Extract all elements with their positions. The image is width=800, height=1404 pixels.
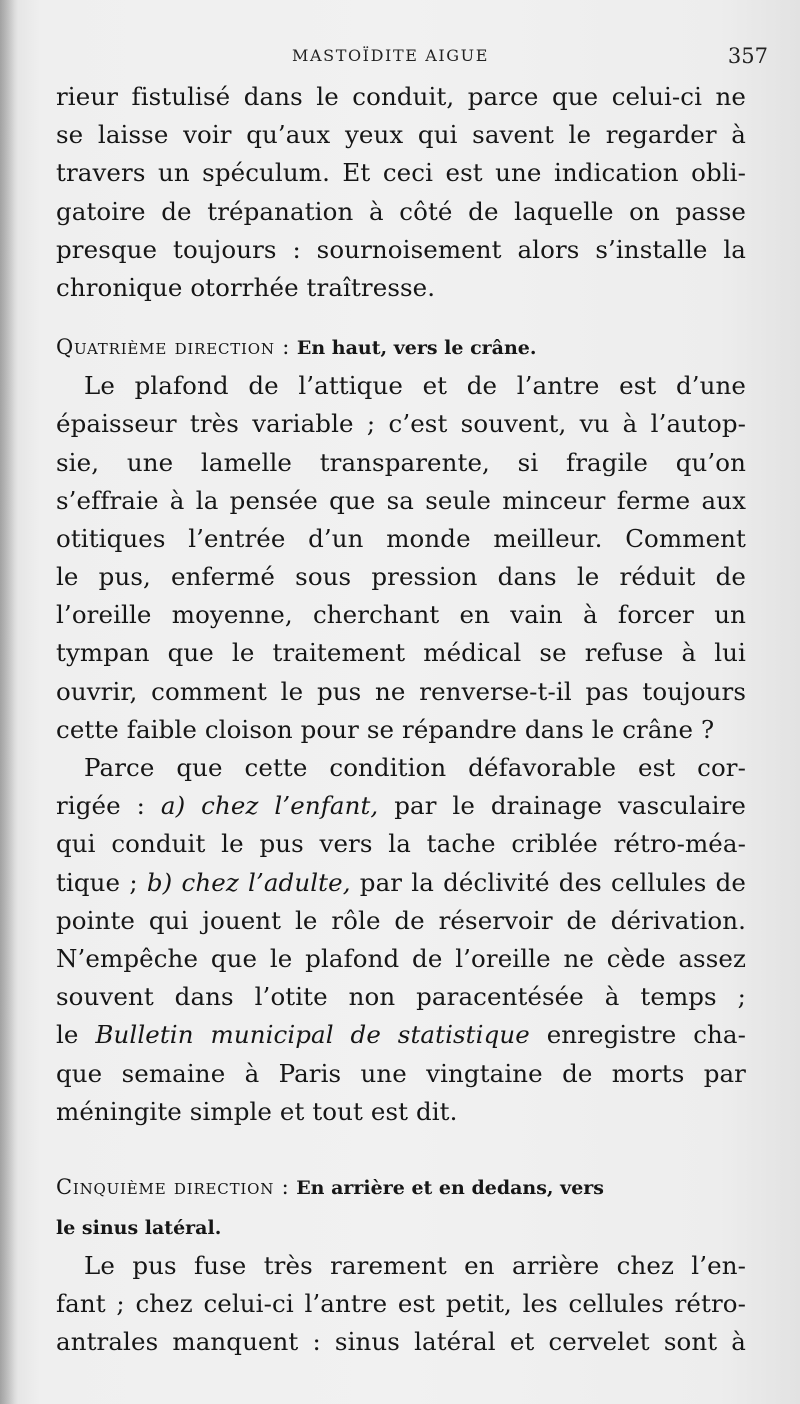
section-label: Cinquième direction : xyxy=(56,1174,290,1199)
text-line: s’effraie à la pensée que sa seule minceur ferme aux xyxy=(56,485,746,515)
text-line: l’oreille moyenne, cherchant en vain à forcer un xyxy=(56,600,746,630)
paragraph-sinus xyxy=(56,1247,746,1362)
text-line: méningite simple et tout est dit. xyxy=(56,1096,458,1126)
text-span: tique ; xyxy=(56,867,147,897)
page-body xyxy=(56,78,746,1361)
text-span: enregistre cha- xyxy=(529,1020,746,1050)
text-line: Le plafond de l’attique et de l’antre est d’une xyxy=(84,371,746,401)
text-line xyxy=(56,1016,746,1054)
text-line: que semaine à Paris une vingtaine de morts par xyxy=(56,1058,746,1088)
italic-span: a) chez l’enfant, xyxy=(160,791,379,821)
text-line: cette faible cloison pour se répandre dans le crâne ? xyxy=(56,714,715,744)
section-heading-fourth-direction xyxy=(56,327,746,367)
italic-span: Bulletin municipal de statistique xyxy=(95,1020,530,1050)
text-line: rieur fistulisé dans le conduit, parce que celui-ci ne xyxy=(56,82,746,111)
page-binding-shadow xyxy=(0,0,18,1404)
page-header xyxy=(56,46,768,74)
section-heading-fifth-direction xyxy=(56,1167,746,1247)
text-line xyxy=(56,864,746,902)
text-line: tympan que le traitement médical se refuse à lui xyxy=(56,638,746,668)
text-line: pointe qui jouent le rôle de réservoir de dérivation. xyxy=(56,905,746,935)
heading-line xyxy=(56,1167,746,1207)
text-span: par le drainage vasculaire xyxy=(378,791,746,821)
text-line: travers un spéculum. Et ceci est une indication obli- xyxy=(56,158,746,188)
text-span: rigée : xyxy=(56,791,161,821)
paragraph-correction xyxy=(56,749,746,1131)
section-title: En arrière et en dedans, vers xyxy=(296,1176,604,1199)
italic-span: b) chez l’adulte, xyxy=(146,867,351,897)
text-line: se laisse voir qu’aux yeux qui savent le regarder à xyxy=(56,120,746,150)
section-title: En haut, vers le crâne. xyxy=(296,337,537,360)
text-line: otitiques l’entrée d’un monde meilleur. Comment xyxy=(56,523,746,553)
text-line: ouvrir, comment le pus ne renverse-t-il pas toujours xyxy=(56,676,746,706)
text-line: fant ; chez celui-ci l’antre est petit, les cellules rétro- xyxy=(56,1289,746,1319)
text-line: presque toujours : sournoisement alors s’installe la xyxy=(56,234,746,264)
heading-line xyxy=(56,1207,746,1247)
text-line: qui conduit le pus vers la tache criblée rétro-méa- xyxy=(56,829,746,859)
text-line: sie, une lamelle transparente, si fragile qu’on xyxy=(56,447,746,477)
text-line: Parce que cette condition défavorable est cor- xyxy=(84,753,746,782)
section-label: Quatrième direction : xyxy=(56,335,291,360)
text-line: gatoire de trépanation à côté de laquelle on passe xyxy=(56,196,746,226)
text-span: le xyxy=(56,1020,96,1050)
paragraph-continued xyxy=(56,78,746,307)
text-line: antrales manquent : sinus latéral et cervelet sont à xyxy=(56,1327,746,1357)
text-line: souvent dans l’otite non paracentésée à temps ; xyxy=(56,982,746,1012)
text-line: chronique otorrhée traîtresse. xyxy=(56,272,436,302)
text-line: Le pus fuse très rarement en arrière chez l’en- xyxy=(84,1250,746,1280)
text-span: par la déclivité des cellules de xyxy=(350,867,746,897)
paragraph-crane xyxy=(56,367,746,749)
section-title: le sinus latéral. xyxy=(56,1216,222,1239)
text-line xyxy=(56,787,746,825)
page-number: 357 xyxy=(727,44,768,68)
text-line: le pus, enfermé sous pression dans le réduit de xyxy=(56,562,746,592)
text-line: N’empêche que le plafond de l’oreille ne cède assez xyxy=(56,943,746,973)
text-line: épaisseur très variable ; c’est souvent, vu à l’autop- xyxy=(56,409,746,439)
running-title: MASTOÏDITE AIGUE xyxy=(292,46,490,65)
